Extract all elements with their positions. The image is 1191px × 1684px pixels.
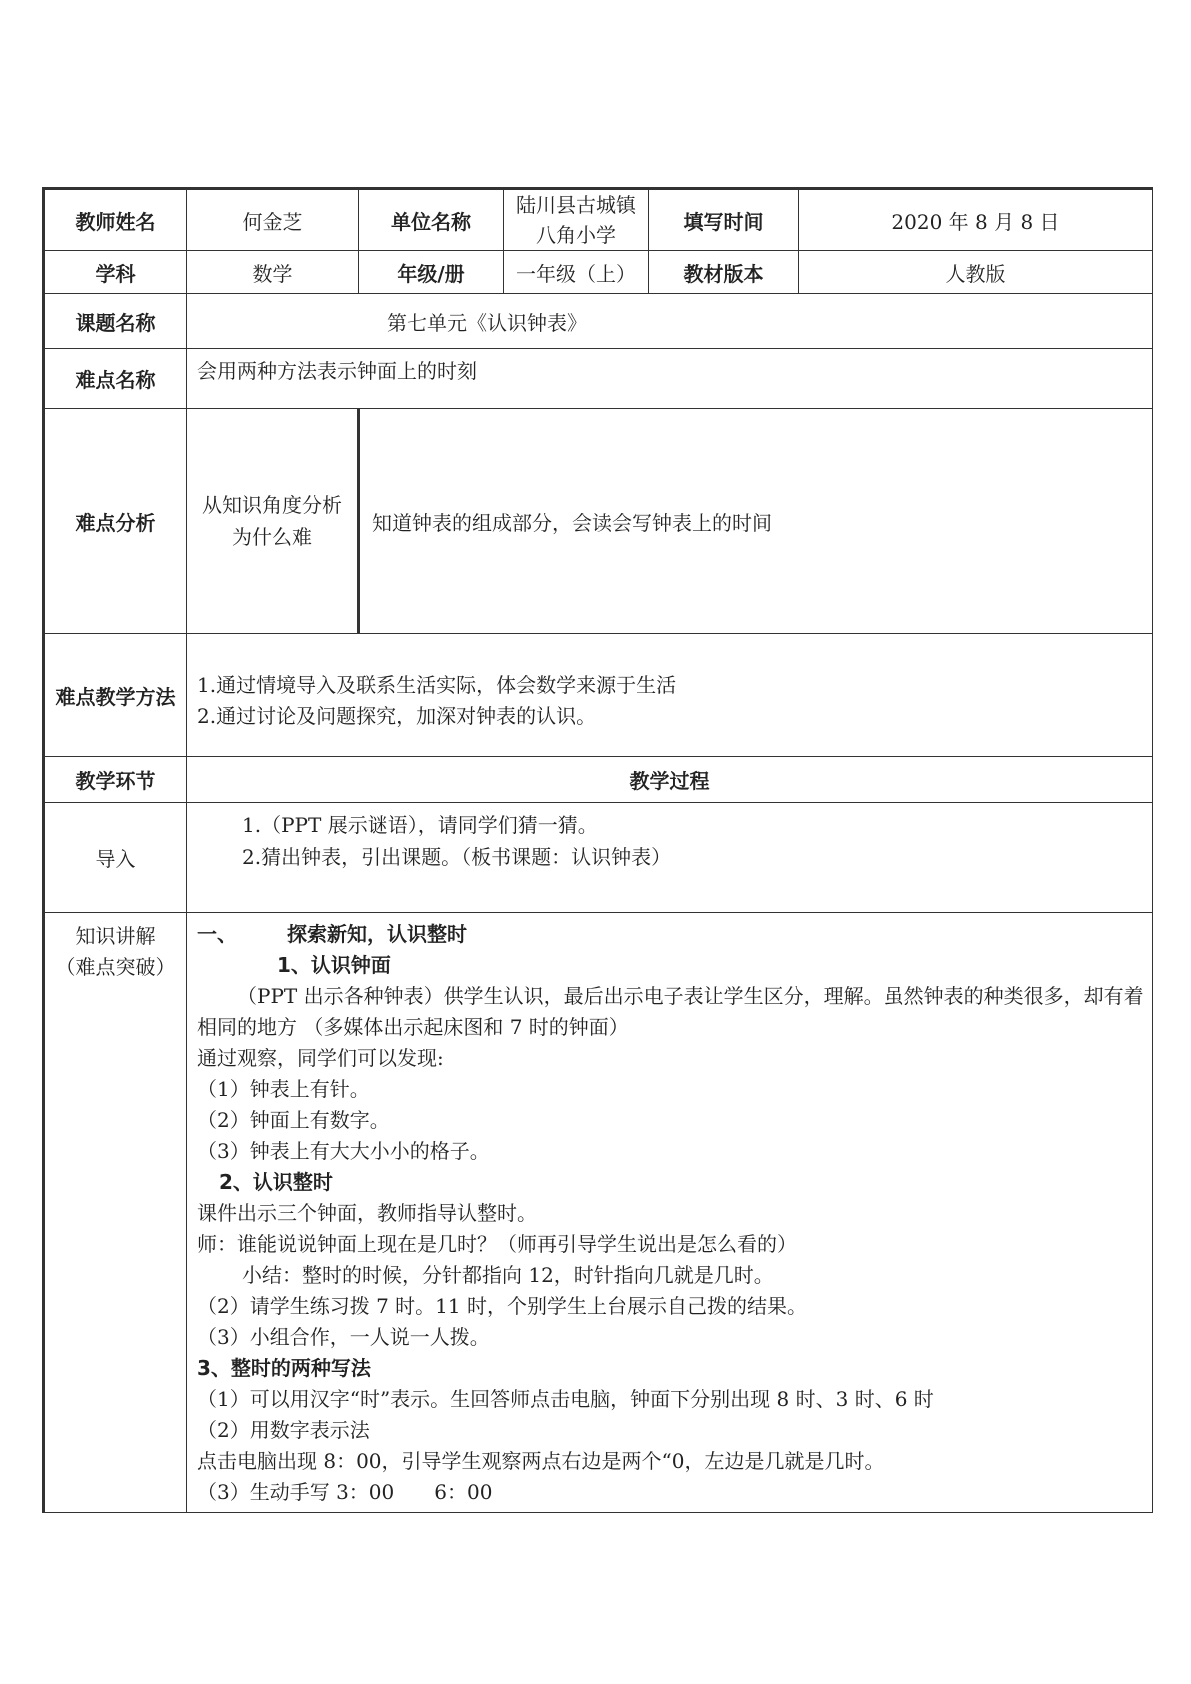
intro-label: 导入 bbox=[44, 803, 187, 913]
intro-lines bbox=[187, 803, 1153, 913]
edition-value: 人教版 bbox=[799, 251, 1153, 294]
sub2-title: 2、认识整时 bbox=[219, 1170, 333, 1194]
header-row-1 bbox=[44, 189, 1153, 251]
section1-title: 探索新知，认识整时 bbox=[287, 922, 467, 946]
time-value: 2020 年 8 月 8 日 bbox=[799, 189, 1153, 251]
difficulty-label: 难点名称 bbox=[44, 349, 187, 409]
section1-number: 一、 bbox=[197, 922, 237, 946]
difficulty-value: 会用两种方法表示钟面上的时刻 bbox=[187, 349, 1153, 409]
lesson-plan-table bbox=[42, 187, 1153, 1513]
analysis-sublabel: 从知识角度分析为什么难 bbox=[187, 409, 359, 634]
sub1-title: 1、认识钟面 bbox=[277, 953, 391, 977]
sub3-title: 3、整时的两种写法 bbox=[197, 1356, 371, 1380]
analysis-label: 难点分析 bbox=[44, 409, 187, 634]
section1-heading bbox=[197, 919, 1144, 950]
topic-row bbox=[44, 294, 1153, 349]
knowledge-p11: （3）生动手写 3：00 6：00 bbox=[197, 1480, 493, 1504]
method-line-2: 2.通过讨论及问题探究，加深对钟表的认识。 bbox=[197, 704, 597, 728]
knowledge-p4: 师：谁能说说钟面上现在是几时？（师再引导学生说出是怎么看的） bbox=[197, 1232, 797, 1256]
unit-label: 单位名称 bbox=[359, 189, 504, 251]
process-label: 教学过程 bbox=[187, 757, 1153, 803]
grade-label: 年级/册 bbox=[359, 251, 504, 294]
knowledge-label-line1: 知识讲解 bbox=[75, 924, 156, 948]
time-label: 填写时间 bbox=[649, 189, 799, 251]
analysis-row bbox=[44, 409, 1153, 634]
grade-value: 一年级（上） bbox=[504, 251, 649, 294]
knowledge-p9: （2）用数字表示法 bbox=[197, 1418, 370, 1442]
knowledge-p5: 小结：整时的时候，分针都指向 12，时针指向几就是几时。 bbox=[242, 1263, 774, 1287]
process-step-label: 教学环节 bbox=[44, 757, 187, 803]
knowledge-label-line2: （难点突破） bbox=[55, 955, 176, 979]
difficulty-row bbox=[44, 349, 1153, 409]
process-header-row bbox=[44, 757, 1153, 803]
knowledge-p7: （3）小组合作，一人说一人拨。 bbox=[197, 1325, 490, 1349]
knowledge-content bbox=[187, 913, 1153, 1513]
knowledge-row bbox=[44, 913, 1153, 1513]
intro-line-1: 1.（PPT 展示谜语），请同学们猜一猜。 bbox=[242, 813, 598, 837]
observation-3: （3）钟表上有大大小小的格子。 bbox=[197, 1139, 490, 1163]
observation-1: （1）钟表上有针。 bbox=[197, 1077, 370, 1101]
knowledge-p2: 通过观察，同学们可以发现: bbox=[197, 1046, 444, 1070]
topic-value: 第七单元《认识钟表》 bbox=[187, 294, 1153, 349]
observation-2: （2）钟面上有数字。 bbox=[197, 1108, 390, 1132]
edition-label: 教材版本 bbox=[649, 251, 799, 294]
subject-value: 数学 bbox=[187, 251, 359, 294]
method-row bbox=[44, 634, 1153, 757]
analysis-value: 知道钟表的组成部分，会读会写钟表上的时间 bbox=[359, 409, 1153, 634]
knowledge-p1: （PPT 出示各种钟表）供学生认识，最后出示电子表让学生区分，理解。虽然钟表的种类很多，却有着相同的地方 （多媒体出示起床图和 7 时的钟面） bbox=[197, 984, 1144, 1039]
knowledge-label bbox=[44, 913, 187, 1513]
unit-value: 陆川县古城镇八角小学 bbox=[504, 189, 649, 251]
method-line-1: 1.通过情境导入及联系生活实际，体会数学来源于生活 bbox=[197, 673, 677, 697]
teacher-label: 教师姓名 bbox=[44, 189, 187, 251]
knowledge-p3: 课件出示三个钟面，教师指导认整时。 bbox=[197, 1201, 537, 1225]
teacher-value: 何金芝 bbox=[187, 189, 359, 251]
method-lines bbox=[187, 634, 1153, 757]
knowledge-p6: （2）请学生练习拨 7 时。11 时，个别学生上台展示自己拨的结果。 bbox=[197, 1294, 807, 1318]
knowledge-p10: 点击电脑出现 8：00，引导学生观察两点右边是两个“0，左边是几就是几时。 bbox=[197, 1449, 885, 1473]
method-label: 难点教学方法 bbox=[44, 634, 187, 757]
intro-row bbox=[44, 803, 1153, 913]
header-row-2 bbox=[44, 251, 1153, 294]
intro-line-2: 2.猜出钟表，引出课题。（板书课题：认识钟表） bbox=[242, 845, 672, 869]
topic-label: 课题名称 bbox=[44, 294, 187, 349]
subject-label: 学科 bbox=[44, 251, 187, 294]
knowledge-p8: （1）可以用汉字“时”表示。生回答师点击电脑，钟面下分别出现 8 时、3 时、6 时 bbox=[197, 1387, 934, 1411]
